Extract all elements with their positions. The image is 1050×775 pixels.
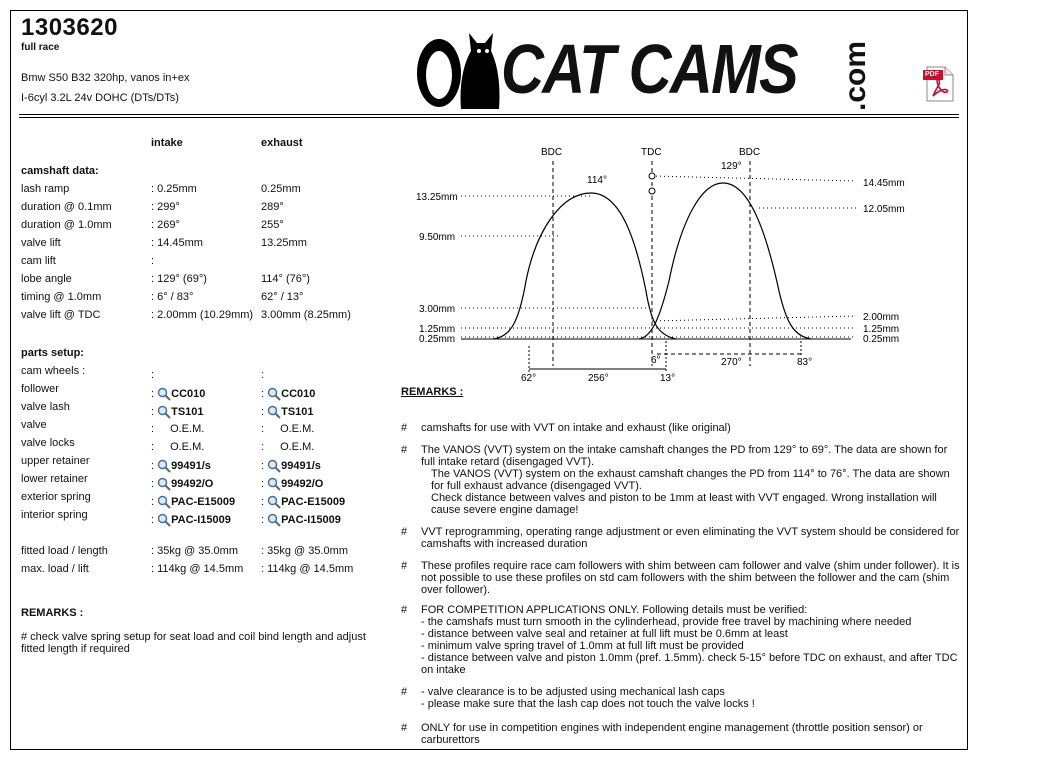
row-label: exterior spring xyxy=(21,491,91,503)
exhaust-part[interactable]: : TS101 xyxy=(261,405,314,418)
guide-2-00 xyxy=(652,316,856,321)
row-label: max. load / lift xyxy=(21,563,89,575)
row-label: upper retainer xyxy=(21,455,90,467)
remark-bullet: # xyxy=(401,722,408,734)
guide-14-45 xyxy=(652,176,856,181)
engine-spec: I-6cyl 3.2L 24v DOHC (DTs/DTs) xyxy=(21,92,179,104)
search-icon[interactable] xyxy=(157,459,171,473)
intake-value: : 14.45mm xyxy=(151,237,203,249)
exhaust-value: 255° xyxy=(261,219,284,231)
intake-value: : 269° xyxy=(151,219,180,231)
row-label: duration @ 0.1mm xyxy=(21,201,112,213)
intake-value: : xyxy=(151,255,155,267)
search-icon[interactable] xyxy=(267,477,281,491)
exhaust-value: 0.25mm xyxy=(261,183,301,195)
intake-part[interactable]: : CC010 xyxy=(151,387,206,400)
search-icon[interactable] xyxy=(267,459,281,473)
row-label: interior spring xyxy=(21,509,88,521)
row-label: cam wheels : xyxy=(21,365,86,377)
label-13-25: 13.25mm xyxy=(416,192,458,203)
remark-line: ONLY for use in competition engines with independent engine management (throttle position sensor) or carburettors xyxy=(421,722,923,746)
exhaust-value: : 35kg @ 35.0mm xyxy=(261,545,348,557)
row-label: lash ramp xyxy=(21,183,70,195)
exhaust-part-number[interactable]: CC010 xyxy=(281,387,316,400)
intake-part[interactable]: : TS101 xyxy=(151,405,204,418)
row-label: valve lift @ TDC xyxy=(21,309,101,321)
remark-line: - the camshafs must turn smooth in the cylinderhead, provide free travel by machining where needed xyxy=(421,616,912,628)
remark-line: These profiles require race cam followers with shim between cam follower and valve (shim under follower). It is not possible to use these profiles on std cam followers with the shim between the follower and the cam (shim over follower). xyxy=(421,560,960,596)
label-62: 62° xyxy=(521,373,537,381)
header-divider-top xyxy=(19,114,959,115)
exhaust-value: 13.25mm xyxy=(261,237,307,249)
remark-bullet: # xyxy=(401,560,408,572)
row-label: lower retainer xyxy=(21,473,88,485)
exhaust-value: : 114kg @ 14.5mm xyxy=(261,563,354,575)
search-icon[interactable] xyxy=(267,405,281,419)
intake-part-number[interactable]: CC010 xyxy=(171,387,206,400)
row-label: valve lash xyxy=(21,401,70,413)
search-icon[interactable] xyxy=(267,387,281,401)
label-83: 83° xyxy=(797,357,813,368)
label-256: 256° xyxy=(588,373,609,381)
intake-value: : 6° / 83° xyxy=(151,291,194,303)
remark-line: - distance between valve seal and retainer at full lift must be 0.6mm at least xyxy=(421,628,788,640)
tdc-label: TDC xyxy=(641,147,662,158)
intake-part: : O.E.M. xyxy=(151,441,205,453)
row-label: duration @ 1.0mm xyxy=(21,219,112,231)
bdc-right-label: BDC xyxy=(739,147,761,158)
exhaust-value: : xyxy=(261,369,265,381)
camshaft-data-title: camshaft data: xyxy=(21,165,99,177)
product-code: 1303620 xyxy=(21,14,118,41)
tdc-marker-top xyxy=(649,173,655,179)
remark-bullet: # xyxy=(401,444,408,456)
tdc-marker-exhaust xyxy=(649,188,655,194)
col-exhaust-header: exhaust xyxy=(261,137,303,149)
label-13: 13° xyxy=(660,373,676,381)
exhaust-part: : O.E.M. xyxy=(261,441,315,453)
row-label: valve xyxy=(21,419,47,431)
label-0-25-left: 0.25mm xyxy=(419,334,456,345)
intake-value: : 2.00mm (10.29mm) xyxy=(151,309,254,321)
pdf-download-button[interactable] xyxy=(923,66,955,102)
label-6: 6° xyxy=(651,355,661,366)
remark-bullet: # xyxy=(401,422,408,434)
label-1-25-right: 1.25mm xyxy=(863,324,900,335)
remark-line: - distance between valve and piston 1.0mm (pref. 1.5mm). check 5-15° before TDC on exhaust, and after TDC on intake xyxy=(421,652,958,676)
exhaust-part[interactable]: : 99491/s xyxy=(261,459,321,472)
cat-silhouette-icon xyxy=(409,23,504,111)
label-0-25-right: 0.25mm xyxy=(863,334,900,345)
remark-body xyxy=(421,444,961,516)
exhaust-part[interactable]: : 99492/O xyxy=(261,477,324,490)
label-9-50: 9.50mm xyxy=(419,232,456,243)
intake-peak-label: 129° xyxy=(721,161,742,172)
engine-description: Bmw S50 B32 320hp, vanos in+ex xyxy=(21,72,190,84)
parts-setup-title: parts setup: xyxy=(21,347,84,359)
intake-part[interactable]: : PAC-I15009 xyxy=(151,513,231,526)
intake-part-number: O.E.M. xyxy=(170,441,205,453)
intake-part-number[interactable]: 99492/O xyxy=(171,477,214,490)
intake-part[interactable]: : PAC-E15009 xyxy=(151,495,236,508)
exhaust-part-number[interactable]: 99491/s xyxy=(281,459,321,472)
exhaust-part[interactable]: : PAC-E15009 xyxy=(261,495,346,508)
exhaust-value: 289° xyxy=(261,201,284,213)
cat-cams-logo[interactable] xyxy=(409,23,889,111)
intake-part[interactable]: : 99491/s xyxy=(151,459,211,472)
search-icon[interactable] xyxy=(157,387,171,401)
search-icon[interactable] xyxy=(157,495,171,509)
remark-bullet: # xyxy=(401,686,408,698)
intake-value: : 114kg @ 14.5mm xyxy=(151,563,244,575)
label-14-45: 14.45mm xyxy=(863,178,905,189)
logo-wordmark: CAT CAMS xyxy=(501,30,797,108)
label-12-05: 12.05mm xyxy=(863,204,905,215)
intake-part-number[interactable]: PAC-I15009 xyxy=(171,513,231,526)
product-variant: full race xyxy=(21,42,60,53)
exhaust-part-number[interactable]: 99492/O xyxy=(281,477,324,490)
header-divider-bottom xyxy=(19,117,959,118)
intake-value: : 299° xyxy=(151,201,180,213)
intake-value: : 129° (69°) xyxy=(151,273,207,285)
exhaust-peak-label: 114° xyxy=(587,175,607,186)
exhaust-part[interactable]: : CC010 xyxy=(261,387,316,400)
remark-line: The VANOS (VVT) system on the exhaust camshaft changes the PD from 114° to 76°. The data are shown for full exhaust advance (disengaged VVT). xyxy=(431,468,950,492)
label-3-00: 3.00mm xyxy=(419,304,456,315)
remark-body xyxy=(421,722,961,746)
exhaust-part: : O.E.M. xyxy=(261,423,315,435)
remark-body xyxy=(421,526,961,550)
exhaust-value: 3.00mm (8.25mm) xyxy=(261,309,351,321)
intake-value: : 35kg @ 35.0mm xyxy=(151,545,238,557)
intake-value: : 0.25mm xyxy=(151,183,197,195)
exhaust-value: 62° / 13° xyxy=(261,291,304,303)
remarks-right-title: REMARKS : xyxy=(401,386,464,398)
remark-line: - please make sure that the lash cap does not touch the valve locks ! xyxy=(421,698,755,710)
row-label: follower xyxy=(21,383,59,395)
label-2-00: 2.00mm xyxy=(863,312,900,323)
remark-body xyxy=(421,422,961,434)
logo-domain-suffix: .com xyxy=(839,40,872,111)
intake-value: : xyxy=(151,369,155,381)
search-icon[interactable] xyxy=(157,513,171,527)
col-intake-header: intake xyxy=(151,137,183,149)
exhaust-value: 114° (76°) xyxy=(261,273,310,285)
valve-lift-diagram xyxy=(401,141,961,381)
exhaust-part-number: O.E.M. xyxy=(280,423,315,435)
exhaust-part-number[interactable]: PAC-E15009 xyxy=(281,495,346,508)
row-label: timing @ 1.0mm xyxy=(21,291,102,303)
remark-body xyxy=(421,686,961,710)
bdc-left-label: BDC xyxy=(541,147,563,158)
row-label: fitted load / length xyxy=(21,545,108,557)
label-270: 270° xyxy=(721,357,742,368)
remark-line: - valve clearance is to be adjusted using mechanical lash caps xyxy=(421,686,725,698)
remark-line: The VANOS (VVT) system on the intake camshaft changes the PD from 129° to 69°. The data are shown for full intake retard (disengaged VVT). xyxy=(421,444,948,468)
pdf-label: PDF xyxy=(925,71,939,78)
search-icon[interactable] xyxy=(267,513,281,527)
intake-part-number[interactable]: 99491/s xyxy=(171,459,211,472)
row-label: valve locks xyxy=(21,437,75,449)
exhaust-part-number: O.E.M. xyxy=(280,441,315,453)
exhaust-part-number[interactable]: PAC-I15009 xyxy=(281,513,341,526)
remark-line: - minimum valve spring travel of 1.0mm at full lift must be provided xyxy=(421,640,744,652)
remark-left-text: # check valve spring setup for seat load and coil bind length and adjust fitted length if required xyxy=(21,631,366,655)
intake-part[interactable]: : 99492/O xyxy=(151,477,214,490)
remark-line: Check distance between valves and piston to be 1mm at least with VVT engaged. Wrong installation will cause severe engine damage! xyxy=(431,492,937,516)
label-1-25-left: 1.25mm xyxy=(419,324,456,335)
remark-line: camshafts for use with VVT on intake and exhaust (like original) xyxy=(421,422,731,434)
exhaust-part[interactable]: : PAC-I15009 xyxy=(261,513,341,526)
remark-line: VVT reprogramming, operating range adjustment or even eliminating the VVT system should be considered for camshafts with increased duration xyxy=(421,526,960,550)
intake-part-number[interactable]: PAC-E15009 xyxy=(171,495,236,508)
remark-body xyxy=(421,604,961,676)
remark-line: FOR COMPETITION APPLICATIONS ONLY. Following details must be verified: xyxy=(421,604,808,616)
exhaust-part-number[interactable]: TS101 xyxy=(281,405,314,418)
row-label: lobe angle xyxy=(21,273,72,285)
search-icon[interactable] xyxy=(267,495,281,509)
remark-bullet: # xyxy=(401,604,408,616)
search-icon[interactable] xyxy=(157,405,171,419)
remark-body xyxy=(421,560,961,596)
intake-part-number: O.E.M. xyxy=(170,423,205,435)
intake-lift-curve xyxy=(639,183,811,339)
intake-part: : O.E.M. xyxy=(151,423,205,435)
search-icon[interactable] xyxy=(157,477,171,491)
spec-sheet xyxy=(10,10,968,750)
remark-bullet: # xyxy=(401,526,408,538)
exhaust-lift-curve xyxy=(493,193,676,339)
row-label: valve lift xyxy=(21,237,61,249)
remarks-left-title: REMARKS : xyxy=(21,607,84,619)
row-label: cam lift xyxy=(21,255,56,267)
intake-part-number[interactable]: TS101 xyxy=(171,405,204,418)
